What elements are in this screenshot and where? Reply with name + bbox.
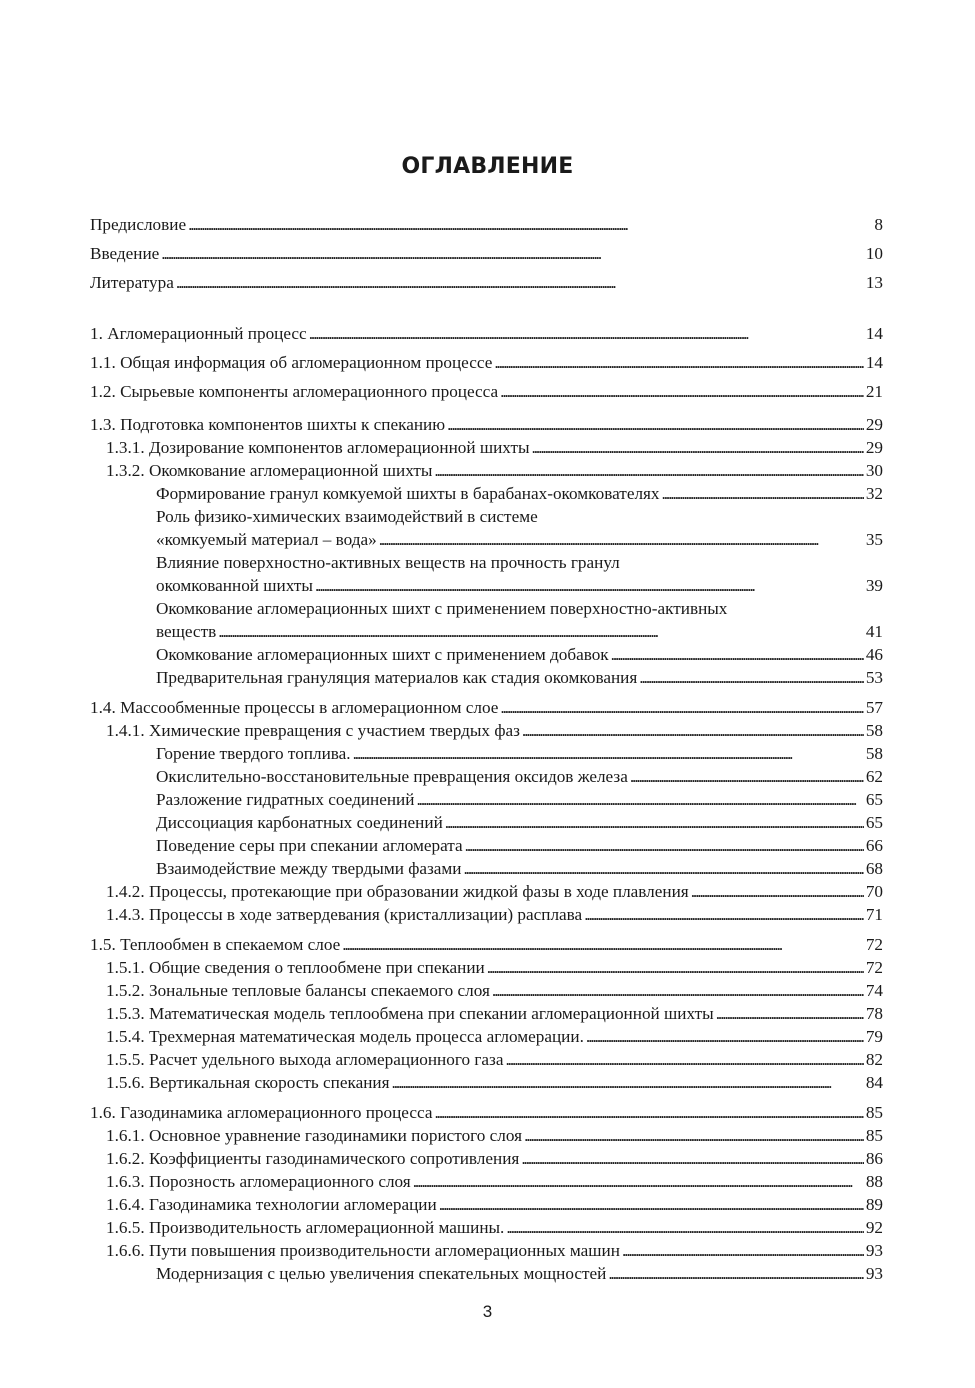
dot-leader <box>413 1170 864 1193</box>
toc-entry-page: 82 <box>865 1050 883 1069</box>
toc-entry-label: 1.3.1. Дозирование компонентов агломерационной шихты <box>106 438 530 457</box>
toc-entry-label: 1.2. Сырьевые компоненты агломерационного процесса <box>90 382 499 401</box>
toc-entry-label-line: Окомкование агломерационных шихт с применением поверхностно-активных <box>156 599 728 618</box>
toc-entry <box>90 811 883 834</box>
toc-entry <box>90 574 883 597</box>
toc-entry <box>90 1002 883 1025</box>
toc-entry-label: 1.5.1. Общие сведения о теплообмене при спекании <box>106 958 485 977</box>
toc-entry-label: 1.3. Подготовка компонентов шихты к спеканию <box>90 415 446 434</box>
toc-entry <box>90 377 883 406</box>
toc-entry <box>90 643 883 666</box>
toc-entry-page: 30 <box>865 461 883 480</box>
toc-entry <box>90 348 883 377</box>
toc-entry-label: Введение <box>90 244 160 263</box>
toc-entry-page: 79 <box>865 1027 883 1046</box>
toc-entry-page: 41 <box>865 622 883 641</box>
toc-entry-label: Горение твердого топлива. <box>156 744 351 763</box>
toc-entry-label: Предисловие <box>90 215 187 234</box>
toc-entry-label: 1.5. Теплообмен в спекаемом слое <box>90 935 341 954</box>
toc-entry-page: 14 <box>865 324 883 343</box>
toc-entry-page: 85 <box>865 1126 883 1145</box>
toc-entry <box>90 903 883 926</box>
toc-entry-page: 39 <box>865 576 883 595</box>
table-of-contents <box>90 210 883 1285</box>
toc-entry-page: 13 <box>865 273 883 292</box>
toc-entry <box>90 1025 883 1048</box>
dot-leader <box>342 933 864 956</box>
toc-entry <box>90 268 883 297</box>
toc-entry-page: 65 <box>865 790 883 809</box>
toc-entry <box>90 696 883 719</box>
toc-entry <box>90 459 883 482</box>
toc-entry <box>90 1170 883 1193</box>
dot-leader <box>188 210 872 239</box>
toc-entry <box>90 319 883 348</box>
toc-entry <box>90 436 883 459</box>
dot-leader <box>379 528 864 551</box>
toc-entry-label: Поведение серы при спекании агломерата <box>156 836 463 855</box>
toc-entry <box>90 979 883 1002</box>
toc-entry-page: 93 <box>865 1264 883 1283</box>
toc-entry-page: 68 <box>865 859 883 878</box>
toc-entry-page: 62 <box>865 767 883 786</box>
dot-leader <box>416 788 863 811</box>
toc-entry-page: 21 <box>865 382 883 401</box>
toc-entry-page: 66 <box>865 836 883 855</box>
toc-entry-page: 89 <box>865 1195 883 1214</box>
dot-leader <box>716 1002 864 1025</box>
toc-entry <box>90 413 883 436</box>
toc-entry-label: 1.4.1. Химические превращения с участием твердых фаз <box>106 721 520 740</box>
dot-leader <box>353 742 864 765</box>
toc-entry-label: 1.3.2. Окомкование агломерационной шихты <box>106 461 433 480</box>
toc-entry-page: 58 <box>865 744 883 763</box>
toc-entry-label: 1.6.5. Производительность агломерационной машины. <box>106 1218 505 1237</box>
dot-leader <box>434 459 863 482</box>
toc-entry-label: 1.4.3. Процессы в ходе затвердевания (кристаллизации) расплава <box>106 905 583 924</box>
toc-entry-page: 85 <box>865 1103 883 1122</box>
dot-leader <box>494 348 863 377</box>
toc-entry-label: 1.5.6. Вертикальная скорость спекания <box>106 1073 390 1092</box>
dot-leader <box>492 979 864 1002</box>
dot-leader <box>584 903 864 926</box>
toc-entry-label: Диссоциация карбонатных соединений <box>156 813 443 832</box>
toc-entry-label: 1.4.2. Процессы, протекающие при образовании жидкой фазы в ходе плавления <box>106 882 689 901</box>
dot-leader <box>439 1193 864 1216</box>
toc-entry-label: 1.5.3. Математическая модель теплообмена при спекании агломерационной шихты <box>106 1004 714 1023</box>
toc-entry-page: 84 <box>865 1073 883 1092</box>
toc-entry-label: Модернизация с целью увеличения спекательных мощностей <box>156 1264 607 1283</box>
dot-leader <box>691 880 864 903</box>
toc-entry-page: 29 <box>865 415 883 434</box>
toc-entry-label: 1.5.4. Трехмерная математическая модель процесса агломерации. <box>106 1027 584 1046</box>
toc-entry <box>90 742 883 765</box>
toc-entry-label: Предварительная грануляция материалов как стадия окомкования <box>156 668 638 687</box>
dot-leader <box>505 1048 863 1071</box>
toc-entry-label: 1.6.1. Основное уравнение газодинамики пористого слоя <box>106 1126 523 1145</box>
dot-leader <box>524 1124 864 1147</box>
toc-entry-page: 65 <box>865 813 883 832</box>
dot-leader <box>161 239 864 268</box>
dot-leader <box>487 956 864 979</box>
toc-entry-label: Литература <box>90 273 174 292</box>
dot-leader <box>532 436 864 459</box>
toc-entry-label: 1.6. Газодинамика агломерационного процесса <box>90 1103 433 1122</box>
toc-entry <box>90 765 883 788</box>
dot-leader <box>447 413 864 436</box>
dot-leader <box>630 765 864 788</box>
dot-leader <box>611 643 864 666</box>
toc-entry <box>90 857 883 880</box>
toc-entry <box>90 1216 883 1239</box>
toc-entry <box>90 788 883 811</box>
toc-entry <box>90 1239 883 1262</box>
toc-entry <box>90 1147 883 1170</box>
toc-entry <box>90 620 883 643</box>
toc-entry <box>90 933 883 956</box>
toc-entry <box>90 666 883 689</box>
toc-entry-page: 10 <box>865 244 883 263</box>
dot-leader <box>521 1147 864 1170</box>
dot-leader <box>309 319 864 348</box>
toc-entry-page: 14 <box>865 353 883 372</box>
toc-entry <box>90 880 883 903</box>
dot-leader <box>392 1071 864 1094</box>
dot-leader <box>434 1101 863 1124</box>
dot-leader <box>506 1216 863 1239</box>
toc-entry <box>90 719 883 742</box>
toc-entry-page: 32 <box>865 484 883 503</box>
toc-entry <box>90 956 883 979</box>
toc-entry-page: 78 <box>865 1004 883 1023</box>
toc-entry-page: 53 <box>865 668 883 687</box>
toc-entry-label: Окомкование агломерационных шихт с применением добавок <box>156 645 609 664</box>
dot-leader <box>586 1025 864 1048</box>
toc-entry <box>90 1124 883 1147</box>
toc-entry-label: 1.5.2. Зональные тепловые балансы спекаемого слоя <box>106 981 490 1000</box>
toc-entry-label: 1.4. Массообменные процессы в агломерационном слое <box>90 698 499 717</box>
toc-entry-page: 29 <box>865 438 883 457</box>
toc-entry-label: окомкованной шихты <box>156 576 313 595</box>
toc-entry-label: 1.6.4. Газодинамика технологии агломерации <box>106 1195 437 1214</box>
toc-entry-page: 46 <box>865 645 883 664</box>
dot-leader <box>622 1239 864 1262</box>
toc-entry-page: 70 <box>865 882 883 901</box>
toc-entry <box>90 1071 883 1094</box>
toc-entry <box>90 482 883 505</box>
toc-entry-page: 88 <box>865 1172 883 1191</box>
page-title: ОГЛАВЛЕНИЕ <box>401 154 574 179</box>
page-number: 3 <box>482 1302 493 1321</box>
toc-entry-page: 71 <box>865 905 883 924</box>
toc-entry <box>90 1101 883 1124</box>
toc-entry <box>90 1193 883 1216</box>
dot-leader <box>662 482 864 505</box>
toc-entry-page: 72 <box>865 935 883 954</box>
toc-entry-label: веществ <box>156 622 217 641</box>
toc-entry-page: 72 <box>865 958 883 977</box>
toc-entry-page: 58 <box>865 721 883 740</box>
toc-entry-label: 1.1. Общая информация об агломерационном процессе <box>90 353 493 372</box>
toc-entry <box>90 528 883 551</box>
toc-entry <box>90 834 883 857</box>
dot-leader <box>522 719 864 742</box>
dot-leader <box>315 574 864 597</box>
toc-entry <box>90 1048 883 1071</box>
toc-entry-label: Окислительно-восстановительные превращения оксидов железа <box>156 767 628 786</box>
toc-entry-page: 86 <box>865 1149 883 1168</box>
toc-entry-label-line: Роль физико-химических взаимодействий в системе <box>156 507 538 526</box>
toc-entry-page: 8 <box>874 215 883 234</box>
toc-entry-page: 35 <box>865 530 883 549</box>
dot-leader <box>465 834 864 857</box>
toc-entry-label: «комкуемый материал – вода» <box>156 530 377 549</box>
dot-leader <box>445 811 864 834</box>
dot-leader <box>176 268 864 297</box>
toc-entry <box>90 210 883 239</box>
toc-entry-label: 1. Агломерационный процесс <box>90 324 307 343</box>
toc-entry-label: 1.6.6. Пути повышения производительности агломерационных машин <box>106 1241 620 1260</box>
toc-entry-label: 1.6.3. Порозность агломерационного слоя <box>106 1172 411 1191</box>
dot-leader <box>608 1262 863 1285</box>
toc-entry-label: 1.5.5. Расчет удельного выхода агломерационного газа <box>106 1050 504 1069</box>
toc-entry-page: 57 <box>865 698 883 717</box>
dot-leader <box>639 666 864 689</box>
toc-entry-label: Формирование гранул комкуемой шихты в барабанах-окомкователях <box>156 484 660 503</box>
toc-entry <box>90 239 883 268</box>
dot-leader <box>218 620 864 643</box>
toc-entry-label: Разложение гидратных соединений <box>156 790 415 809</box>
toc-entry-label-line: Влияние поверхностно-активных веществ на прочность гранул <box>156 553 620 572</box>
dot-leader <box>500 696 863 719</box>
toc-entry <box>90 1262 883 1285</box>
dot-leader <box>463 857 863 880</box>
toc-entry-page: 93 <box>865 1241 883 1260</box>
dot-leader <box>500 377 864 406</box>
toc-entry-page: 92 <box>865 1218 883 1237</box>
toc-entry-label: 1.6.2. Коэффициенты газодинамического сопротивления <box>106 1149 520 1168</box>
toc-entry-page: 74 <box>865 981 883 1000</box>
toc-entry-label: Взаимодействие между твердыми фазами <box>156 859 462 878</box>
